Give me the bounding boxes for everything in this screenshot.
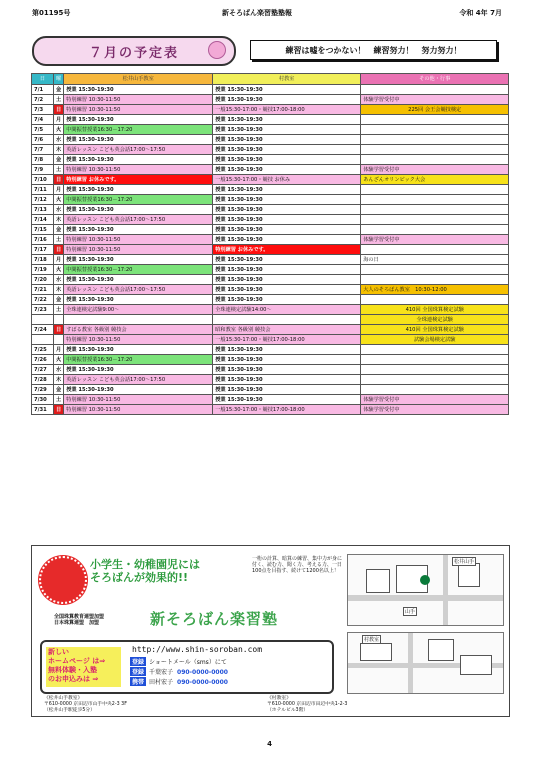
cell-weekday: 土 — [54, 395, 64, 405]
cell-classroom-2: 全珠連検定試験14:00～ — [213, 305, 361, 315]
cell-events: 大人のそろばん教室 10:30-12:00 — [361, 285, 509, 295]
cell-classroom-2: 授業 15:30-19:30 — [213, 385, 361, 395]
cell-classroom-2: 授業 15:30-19:30 — [213, 375, 361, 385]
cell-events — [361, 265, 509, 275]
cell-date: 7/19 — [32, 265, 54, 275]
cell-classroom-2: 授業 15:30-19:30 — [213, 275, 361, 285]
cell-classroom-1: 特別練習 10:30-11:50 — [64, 165, 213, 175]
cell-classroom-2: 一般15:30-17:00・競技17:00-18:00 — [213, 105, 361, 115]
cell-date: 7/4 — [32, 115, 54, 125]
callout-line-3: 無料体験・入塾 — [48, 666, 97, 674]
cell-weekday: 火 — [54, 265, 64, 275]
cell-weekday: 水 — [54, 275, 64, 285]
cafe-icon — [420, 575, 430, 585]
cell-weekday: 月 — [54, 185, 64, 195]
school-name-large: 新そろばん楽習塾 — [150, 610, 279, 628]
cell-classroom-1: 特別練習 10:30-11:50 — [64, 405, 213, 415]
cell-events: あんざんオリンピック大会 — [361, 175, 509, 185]
callout-line-2: ホームページ は⇒ — [48, 657, 106, 665]
cell-classroom-2: 授業 15:30-19:30 — [213, 185, 361, 195]
cell-classroom-2 — [213, 315, 361, 325]
cell-classroom-2: 授業 15:30-19:30 — [213, 265, 361, 275]
cell-classroom-1: 特別練習 10:30-11:50 — [64, 335, 213, 345]
table-row — [32, 305, 509, 315]
membership-line-2: 日本珠算連盟 加盟 — [54, 620, 100, 626]
cell-weekday: 木 — [54, 285, 64, 295]
cell-events — [361, 135, 509, 145]
membership-line-1: 全国珠算教育連盟加盟 — [54, 614, 105, 620]
tel-name: 千葉宏子 — [149, 669, 174, 676]
address-2-line: 〒610-0000 京田辺市田辺中央1-2-3 — [267, 702, 348, 707]
address-2-note: （ホテルビル3階） — [267, 708, 309, 713]
callout-line-4: のお申込みは ⇒ — [48, 675, 99, 683]
table-row — [32, 285, 509, 295]
cell-events — [361, 275, 509, 285]
cell-date: 7/31 — [32, 405, 54, 415]
cell-date: 7/3 — [32, 105, 54, 115]
cell-classroom-1: 中間振替授業16:30－17:20 — [64, 195, 213, 205]
cell-classroom-1: 授業 15:30-19:30 — [64, 135, 213, 145]
cell-classroom-2: 授業 15:30-19:30 — [213, 95, 361, 105]
cell-events: 体験学習受付中 — [361, 95, 509, 105]
cell-classroom-1: 英語レッスン こども英会話17:00～17:50 — [64, 215, 213, 225]
cell-classroom-2: 一般15:30-17:00・競技17:00-18:00 — [213, 405, 361, 415]
cell-classroom-2: 授業 15:30-19:30 — [213, 235, 361, 245]
cell-classroom-1: 英語レッスン こども英会話17:00～17:50 — [64, 285, 213, 295]
contact-tel-1 — [130, 667, 228, 676]
map-label: 松井山手 — [454, 559, 475, 565]
cell-date: 7/30 — [32, 395, 54, 405]
header-weekday: 曜 — [54, 74, 64, 85]
cell-date: 7/6 — [32, 135, 54, 145]
cell-classroom-2: 授業 15:30-19:30 — [213, 365, 361, 375]
cell-events: 体験学習受付中 — [361, 395, 509, 405]
table-row — [32, 225, 509, 235]
cell-weekday: 月 — [54, 115, 64, 125]
catchphrase-line-1: 小学生・幼稚園児には — [90, 558, 200, 571]
catchphrase-line-2: そろばんが効果的!! — [90, 571, 189, 584]
cell-classroom-2: 授業 15:30-19:30 — [213, 165, 361, 175]
cell-events: 海の日 — [361, 255, 509, 265]
table-row — [32, 235, 509, 245]
cell-weekday: 水 — [54, 365, 64, 375]
cell-classroom-2: 一般15:30-17:00・競技17:00-18:00 — [213, 335, 361, 345]
table-row — [32, 295, 509, 305]
cell-weekday: 土 — [54, 95, 64, 105]
cell-classroom-2: 授業 15:30-19:30 — [213, 135, 361, 145]
cell-date: 7/29 — [32, 385, 54, 395]
cell-classroom-2: 授業 15:30-19:30 — [213, 225, 361, 235]
map-1 — [347, 554, 504, 626]
address-2-title: 《村教室》 — [267, 696, 291, 701]
cell-weekday: 日 — [54, 105, 64, 115]
table-row — [32, 115, 509, 125]
table-row — [32, 265, 509, 275]
table-row — [32, 385, 509, 395]
cell-events: 体験学習受付中 — [361, 165, 509, 175]
table-row — [32, 335, 509, 345]
cell-date: 7/22 — [32, 295, 54, 305]
cell-date: 7/17 — [32, 245, 54, 255]
table-row — [32, 85, 509, 95]
table-row — [32, 215, 509, 225]
cell-weekday: 金 — [54, 225, 64, 235]
cell-weekday: 日 — [54, 245, 64, 255]
table-row — [32, 395, 509, 405]
cell-weekday: 木 — [54, 375, 64, 385]
cell-date — [32, 335, 54, 345]
map-road — [408, 633, 413, 693]
table-row — [32, 125, 509, 135]
cell-classroom-1: 特別練習 10:30-11:50 — [64, 95, 213, 105]
map-building — [428, 639, 454, 661]
cell-classroom-1: 全珠連検定試験9:00～ — [64, 305, 213, 315]
cell-weekday: 日 — [54, 405, 64, 415]
cell-date: 7/11 — [32, 185, 54, 195]
cell-date: 7/2 — [32, 95, 54, 105]
cell-date: 7/7 — [32, 145, 54, 155]
cell-classroom-1: 特別練習 10:30-11:50 — [64, 105, 213, 115]
cell-classroom-1: 授業 15:30-19:30 — [64, 365, 213, 375]
map-building — [458, 563, 480, 587]
contact-tel-2 — [130, 677, 228, 686]
table-row — [32, 175, 509, 185]
cell-date: 7/21 — [32, 285, 54, 295]
issue-date: 令和 4年 7月 — [459, 9, 502, 17]
header-bar — [32, 8, 502, 20]
address-1-title: 《松井山手教室》 — [44, 696, 83, 701]
cell-events — [361, 225, 509, 235]
cell-classroom-1: 授業 15:30-19:30 — [64, 155, 213, 165]
cell-classroom-1: 中間振替授業16:30－17:20 — [64, 355, 213, 365]
issue-number: 第01195号 — [32, 9, 71, 17]
cell-events: 410回 全国珠算検定試験 — [361, 325, 509, 335]
cell-date: 7/5 — [32, 125, 54, 135]
cell-events — [361, 125, 509, 135]
cell-date: 7/18 — [32, 255, 54, 265]
cell-weekday: 金 — [54, 85, 64, 95]
map-road — [348, 595, 503, 601]
cell-date: 7/24 — [32, 325, 54, 335]
cell-events — [361, 295, 509, 305]
sms-tag: 登録 — [132, 659, 145, 666]
header-date: 日 — [32, 74, 54, 85]
tel-name: 田村宏子 — [149, 679, 174, 686]
cell-classroom-1: 英語レッスン こども英会話17:00～17:50 — [64, 145, 213, 155]
cell-events: 試験会場検定試験 — [361, 335, 509, 345]
cell-classroom-1: 特別練習 10:30-11:50 — [64, 235, 213, 245]
cell-weekday: 木 — [54, 215, 64, 225]
cell-classroom-2: 授業 15:30-19:30 — [213, 355, 361, 365]
cell-weekday: 水 — [54, 135, 64, 145]
map-building — [360, 643, 392, 661]
cell-classroom-1 — [64, 315, 213, 325]
tel-number: 090-0000-0000 — [177, 679, 228, 686]
cell-events — [361, 245, 509, 255]
cell-classroom-1: 特別練習 10:30-11:50 — [64, 245, 213, 255]
cell-weekday — [54, 335, 64, 345]
map-label: 村教室 — [364, 637, 380, 643]
cell-date: 7/12 — [32, 195, 54, 205]
cell-date: 7/1 — [32, 85, 54, 95]
slogan-box: 練習は嘘をつかない！ 練習努力！ 努力努力！ — [250, 40, 497, 60]
header-classroom-2: 村教室 — [213, 74, 361, 85]
cell-weekday: 土 — [54, 305, 64, 315]
table-row — [32, 345, 509, 355]
cell-classroom-2: 授業 15:30-19:30 — [213, 255, 361, 265]
cell-date: 7/20 — [32, 275, 54, 285]
cell-classroom-1: 中間振替授業16:30－17:20 — [64, 125, 213, 135]
cell-classroom-2: 授業 15:30-19:30 — [213, 345, 361, 355]
cell-date — [32, 315, 54, 325]
cell-weekday: 金 — [54, 155, 64, 165]
cell-events — [361, 345, 509, 355]
address-2 — [267, 696, 347, 714]
cell-classroom-2: 昭和教室 各級別 競技会 — [213, 325, 361, 335]
cell-weekday: 火 — [54, 195, 64, 205]
feature-text: 一桁の計算、暗算の練習、集中力が身に付く、読む力、聞く力、考える力、一日100点を目指す、続けて1200名以上！ — [252, 556, 343, 574]
cell-events: 410回 全国珠算検定試験 — [361, 305, 509, 315]
cell-classroom-2: 授業 15:30-19:30 — [213, 295, 361, 305]
address-1-note: （松井山手駅徒歩5分） — [44, 708, 96, 713]
catchphrase — [90, 558, 250, 584]
header-events: その他・行事 — [361, 74, 509, 85]
schedule-header-row — [32, 74, 509, 85]
table-row — [32, 255, 509, 265]
table-row — [32, 365, 509, 375]
cell-date: 7/10 — [32, 175, 54, 185]
cell-weekday: 月 — [54, 345, 64, 355]
cell-classroom-2: 授業 15:30-19:30 — [213, 125, 361, 135]
cell-classroom-1: 中間振替授業16:30－17:20 — [64, 265, 213, 275]
cell-classroom-2: 授業 15:30-19:30 — [213, 85, 361, 95]
cell-weekday: 木 — [54, 145, 64, 155]
schedule-table — [31, 73, 509, 415]
contact-callout — [46, 647, 121, 687]
cell-events — [361, 145, 509, 155]
cell-events — [361, 115, 509, 125]
page-title: ７月の予定表 — [32, 36, 236, 66]
map-2 — [347, 632, 504, 694]
cell-classroom-2: 特別練習 お休みです。 — [213, 245, 361, 255]
cell-classroom-1: 授業 15:30-19:30 — [64, 385, 213, 395]
cell-classroom-1: 授業 15:30-19:30 — [64, 275, 213, 285]
callout-line-1: 新しい — [48, 648, 69, 656]
cell-events: 225回 会王会競技検定 — [361, 105, 509, 115]
advertisement-panel — [31, 545, 510, 717]
contact-sms — [130, 657, 227, 666]
cell-weekday: 日 — [54, 325, 64, 335]
table-row — [32, 135, 509, 145]
table-row — [32, 105, 509, 115]
table-row — [32, 325, 509, 335]
cell-events — [361, 205, 509, 215]
cell-weekday: 土 — [54, 235, 64, 245]
cell-classroom-1: 授業 15:30-19:30 — [64, 185, 213, 195]
table-row — [32, 195, 509, 205]
website-link[interactable]: http://www.shin-soroban.com — [132, 645, 263, 654]
map-road — [443, 555, 448, 625]
cell-date: 7/28 — [32, 375, 54, 385]
cell-date: 7/8 — [32, 155, 54, 165]
sms-text: ショートメール（sms）にて — [149, 659, 227, 666]
cell-weekday: 土 — [54, 165, 64, 175]
cell-classroom-2: 授業 15:30-19:30 — [213, 195, 361, 205]
tel-tag: 登録 — [132, 669, 145, 676]
cell-events — [361, 85, 509, 95]
map-building — [366, 569, 390, 593]
cell-classroom-1: 授業 15:30-19:30 — [64, 85, 213, 95]
tel-number: 090-0000-0000 — [177, 669, 228, 676]
schedule-body — [32, 85, 509, 415]
cell-classroom-1: 授業 15:30-19:30 — [64, 115, 213, 125]
table-row — [32, 375, 509, 385]
cell-weekday: 火 — [54, 355, 64, 365]
contact-box — [40, 640, 334, 694]
cell-weekday: 金 — [54, 295, 64, 305]
cell-weekday — [54, 315, 64, 325]
cell-date: 7/16 — [32, 235, 54, 245]
cell-date: 7/23 — [32, 305, 54, 315]
cell-classroom-1: すばる教室 各級別 競技会 — [64, 325, 213, 335]
cell-classroom-2: 授業 15:30-19:30 — [213, 215, 361, 225]
cell-classroom-1: 授業 15:30-19:30 — [64, 295, 213, 305]
table-row — [32, 405, 509, 415]
cell-date: 7/15 — [32, 225, 54, 235]
cell-date: 7/27 — [32, 365, 54, 375]
cell-classroom-1: 授業 15:30-19:30 — [64, 345, 213, 355]
table-row — [32, 185, 509, 195]
cell-classroom-2: 授業 15:30-19:30 — [213, 115, 361, 125]
school-newsletter-name: 新そろばん楽習塾塾報 — [222, 9, 292, 17]
cell-date: 7/26 — [32, 355, 54, 365]
map-label: 山手 — [405, 609, 416, 615]
cell-events: 体験学習受付中 — [361, 235, 509, 245]
cell-classroom-1: 授業 15:30-19:30 — [64, 205, 213, 215]
cell-classroom-2: 授業 15:30-19:30 — [213, 285, 361, 295]
header-classroom-1: 松井山手教室 — [64, 74, 213, 85]
cell-weekday: 火 — [54, 125, 64, 135]
cell-date: 7/25 — [32, 345, 54, 355]
cell-weekday: 水 — [54, 205, 64, 215]
cell-events: 体験学習受付中 — [361, 405, 509, 415]
cell-events — [361, 365, 509, 375]
table-row — [32, 95, 509, 105]
cell-classroom-1: 授業 15:30-19:30 — [64, 255, 213, 265]
cell-classroom-2: 一般15:30-17:00・競技 お休み — [213, 175, 361, 185]
cell-events — [361, 185, 509, 195]
cell-classroom-1: 授業 15:30-19:30 — [64, 225, 213, 235]
cell-weekday: 月 — [54, 255, 64, 265]
cell-weekday: 日 — [54, 175, 64, 185]
cell-classroom-1: 特別練習 お休みです。 — [64, 175, 213, 185]
flower-icon — [208, 41, 226, 59]
page-number: 4 — [267, 740, 272, 748]
cell-classroom-2: 授業 15:30-19:30 — [213, 155, 361, 165]
table-row — [32, 315, 509, 325]
tel-tag: 携帯 — [132, 679, 145, 686]
table-row — [32, 275, 509, 285]
cell-classroom-2: 授業 15:30-19:30 — [213, 145, 361, 155]
cell-events: 全珠連検定試験 — [361, 315, 509, 325]
cell-classroom-1: 英語レッスン こども英会話17:00～17:50 — [64, 375, 213, 385]
cell-date: 7/9 — [32, 165, 54, 175]
cell-date: 7/14 — [32, 215, 54, 225]
cell-events — [361, 195, 509, 205]
cell-classroom-2: 授業 15:30-19:30 — [213, 395, 361, 405]
table-row — [32, 145, 509, 155]
cell-classroom-1: 特別練習 10:30-11:50 — [64, 395, 213, 405]
badge-icon — [39, 556, 87, 604]
cell-classroom-2: 授業 15:30-19:30 — [213, 205, 361, 215]
cell-events — [361, 155, 509, 165]
table-row — [32, 355, 509, 365]
membership-lines — [54, 614, 104, 626]
table-row — [32, 245, 509, 255]
address-1 — [44, 696, 127, 714]
cell-events — [361, 355, 509, 365]
cell-events — [361, 385, 509, 395]
table-row — [32, 155, 509, 165]
cell-events — [361, 215, 509, 225]
map-building — [460, 655, 492, 675]
cell-events — [361, 375, 509, 385]
address-1-line: 〒610-0000 京田辺市山手中央2-3 3F — [44, 702, 127, 707]
table-row — [32, 165, 509, 175]
table-row — [32, 205, 509, 215]
cell-date: 7/13 — [32, 205, 54, 215]
cell-weekday: 金 — [54, 385, 64, 395]
